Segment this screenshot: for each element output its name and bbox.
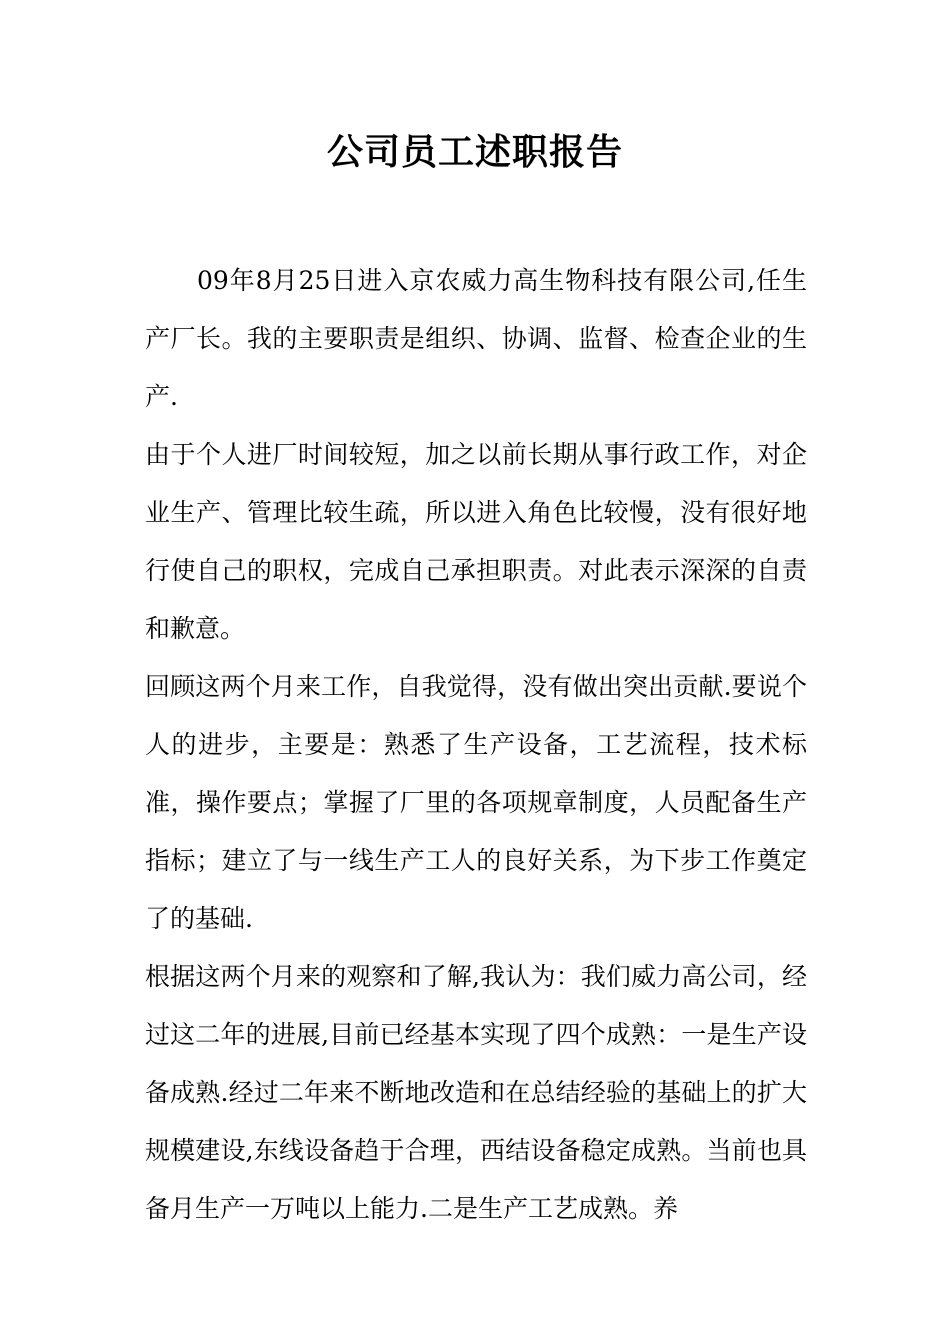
paragraph-observations: 根据这两个月来的观察和了解,我认为：我们威力高公司，经过这二年的进展,目前已经基本实现了四个成熟：一是生产设备成熟.经过二年来不断地改造和在总结经验的基础上的扩大规模建设,东线设备趋于合理，西结设备稳定成熟。当前也具备月生产一万吨以上能力.二是生产工艺成熟。养 xyxy=(145,962,807,1223)
paragraph-review: 回顾这两个月来工作，自我觉得，没有做出突出贡献.要说个人的进步，主要是：熟悉了生产设备，工艺流程，技术标准，操作要点；掌握了厂里的各项规章制度，人员配备生产指标；建立了与一线生产工人的良好关系，为下步工作奠定了的基础. xyxy=(145,672,807,933)
paragraph-intro: 09年8月25日进入京农威力高生物科技有限公司,任生产厂长。我的主要职责是组织、协调、监督、检查企业的生产. xyxy=(145,266,807,411)
document-title: 公司员工述职报告 xyxy=(326,131,623,173)
document-body xyxy=(145,252,807,1238)
paragraph-self-assessment: 由于个人进厂时间较短，加之以前长期从事行政工作，对企业生产、管理比较生疏，所以进入角色比较慢，没有很好地行使自己的职权，完成自己承担职责。对此表示深深的自责和歉意。 xyxy=(145,440,807,643)
